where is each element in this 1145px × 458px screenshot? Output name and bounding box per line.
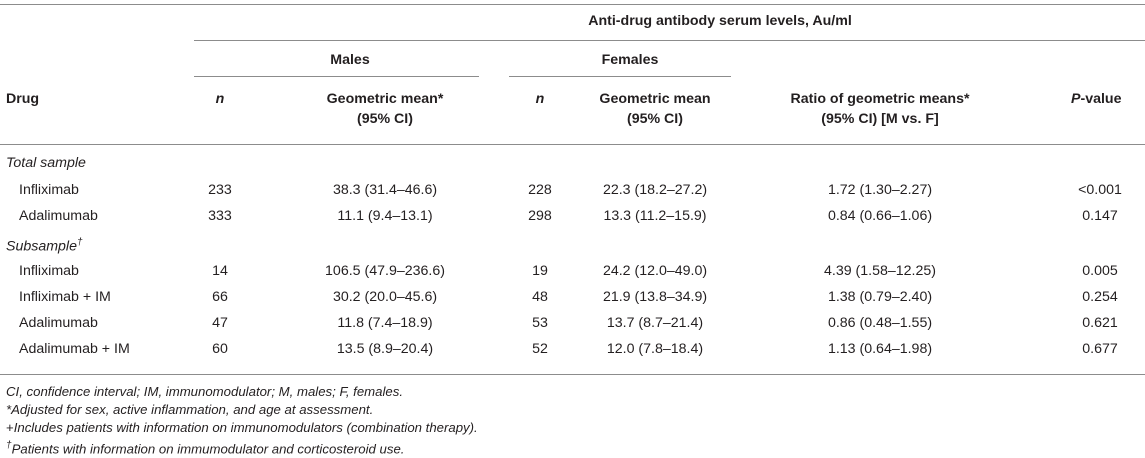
col-gm-females-header-1: Geometric mean [599,91,711,107]
row-gm-females: 13.7 (8.7–21.4) [606,315,704,331]
footnote-plus-mark: + [6,420,14,435]
footnote-dagger-mark: † [6,440,12,451]
top-rule [0,4,1145,5]
row-drug: Infliximab [19,182,79,198]
row-drug: Adalimumab [19,208,98,224]
row-n-females: 53 [532,315,548,331]
header-bottom-rule [0,144,1145,145]
row-p: <0.001 [1078,182,1122,198]
col-n-females-header: n [535,91,545,107]
row-ratio: 0.84 (0.66–1.06) [827,208,933,224]
footnote-dagger-text: Patients with information on immumodulator and corticosteroid use. [11,441,405,457]
row-n-males: 14 [212,263,228,279]
row-n-females: 228 [528,182,552,198]
row-gm-males: 13.5 (8.9–20.4) [336,341,434,357]
col-ratio-header-2: (95% CI) [M vs. F] [821,111,939,127]
row-gm-males: 11.1 (9.4–13.1) [337,208,433,224]
row-ratio: 1.38 (0.79–2.40) [827,289,933,305]
males-rule [194,76,479,77]
row-p: 0.005 [1082,263,1118,279]
row-ratio: 1.72 (1.30–2.27) [827,182,933,198]
footnote-abbreviations: CI, confidence interval; IM, immunomodulator; M, males; F, females. [6,384,403,399]
row-p: 0.254 [1082,289,1118,305]
footnote-combination [6,419,478,437]
row-ratio: 0.86 (0.48–1.55) [827,315,933,331]
row-p: 0.677 [1082,341,1118,357]
col-n-males-header: n [215,91,225,107]
row-n-males: 333 [208,208,232,224]
group-rule [194,40,1145,41]
section-title [6,234,83,256]
row-gm-females: 12.0 (7.8–18.4) [606,341,704,357]
col-p-header-italic: P [1071,91,1081,107]
row-n-males: 60 [212,341,228,357]
row-gm-males: 30.2 (20.0–45.6) [332,289,438,305]
row-gm-males: 38.3 (31.4–46.6) [332,182,438,198]
row-n-males: 66 [212,289,228,305]
dagger-mark: † [76,237,83,248]
table-bottom-rule [0,374,1145,375]
col-gm-females-header-2: (95% CI) [627,111,683,127]
row-gm-females: 21.9 (13.8–34.9) [602,289,708,305]
row-n-females: 19 [532,263,548,279]
col-drug-header: Drug [6,91,40,107]
row-n-females: 52 [532,341,548,357]
row-n-males: 47 [212,315,228,331]
col-ratio-header-1: Ratio of geometric means* [790,91,970,107]
section-title: Total sample [6,155,86,171]
row-ratio: 4.39 (1.58–12.25) [823,263,936,279]
males-header: Males [330,52,370,68]
row-drug: Infliximab + IM [19,289,111,305]
col-gm-males-header-2: (95% CI) [357,111,413,127]
row-drug: Adalimumab + IM [19,341,130,357]
row-p: 0.621 [1082,315,1118,331]
row-gm-males: 106.5 (47.9–236.6) [325,263,445,279]
col-p-header [1071,90,1121,108]
row-ratio: 1.13 (0.64–1.98) [827,341,933,357]
row-drug: Infliximab [19,263,79,279]
row-gm-females: 24.2 (12.0–49.0) [602,263,708,279]
row-drug: Adalimumab [19,315,98,331]
row-n-females: 48 [532,289,548,305]
row-gm-males: 11.8 (7.4–18.9) [337,315,433,331]
footnote-plus-text: Includes patients with information on immunomodulators (combination therapy). [13,420,478,435]
row-n-males: 233 [208,182,232,198]
females-header: Females [601,52,659,68]
section-title-text: Subsample [6,238,77,255]
col-gm-males-header-1: Geometric mean* [326,91,444,107]
females-rule [509,76,731,77]
row-gm-females: 13.3 (11.2–15.9) [603,208,707,224]
col-p-header-rest: -value [1080,91,1122,107]
footnote-adjusted: *Adjusted for sex, active inflammation, and age at assessment. [6,402,374,417]
row-p: 0.147 [1082,208,1118,224]
row-gm-females: 22.3 (18.2–27.2) [602,182,708,198]
group-title: Anti-drug antibody serum levels, Au/ml [588,13,852,29]
row-n-females: 298 [528,208,552,224]
footnote-subsample [6,437,404,458]
